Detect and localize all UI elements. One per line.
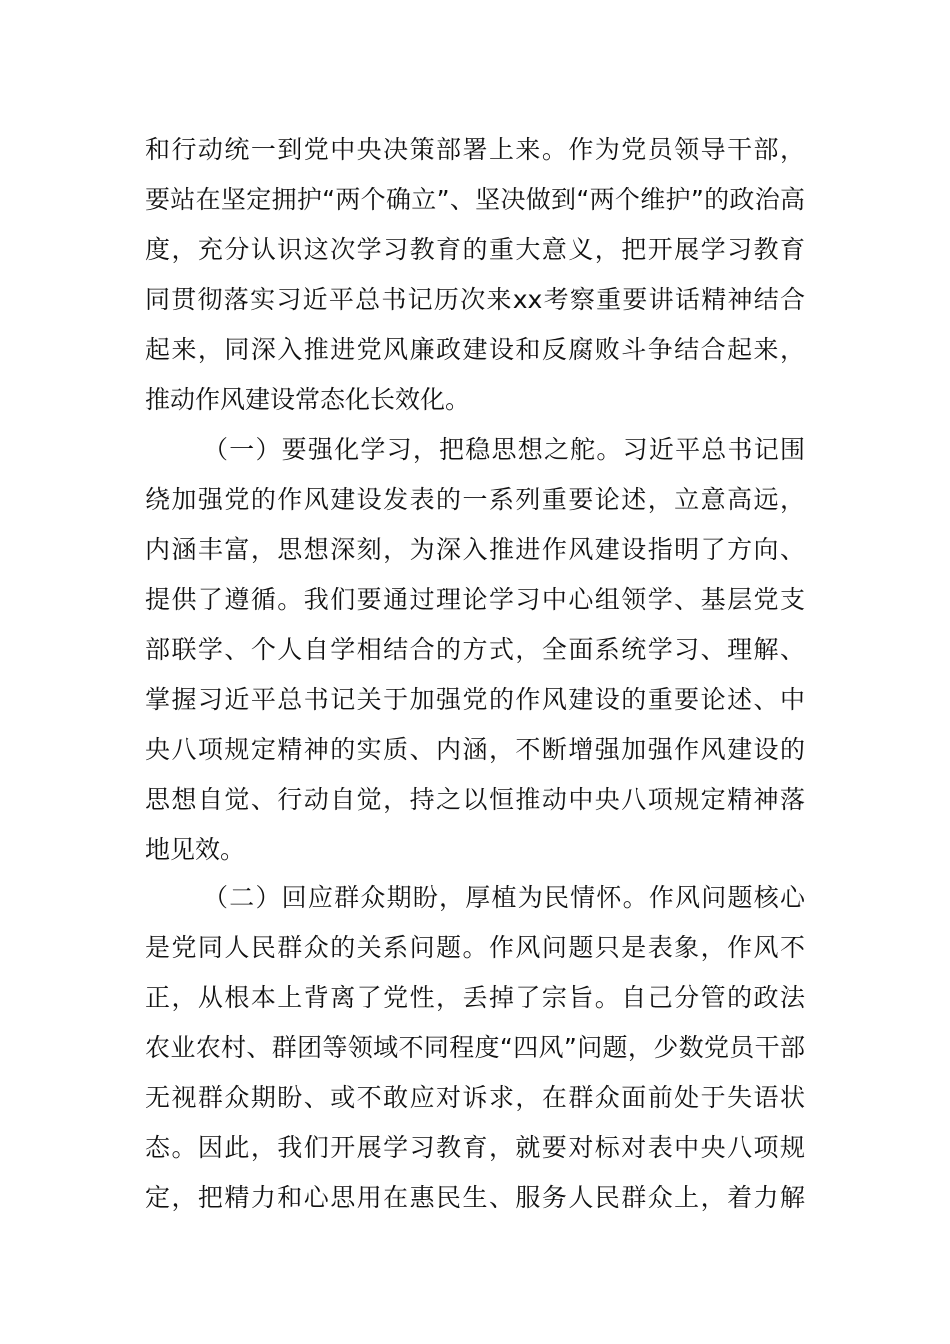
- text-line: （二）回应群众期盼，厚植为民情怀。作风问题核心: [203, 883, 805, 912]
- text-line: 思想自觉、行动自觉，持之以恒推动中央八项规定精神落: [145, 785, 805, 814]
- text-line: 农业农村、群团等领域不同程度“四风”问题，少数党员干部: [145, 1033, 805, 1062]
- text-line: 同贯彻落实习近平总书记历次来xx考察重要讲话精神结合: [145, 285, 805, 314]
- text-line: 提供了遵循。我们要通过理论学习中心组领学、基层党支: [145, 585, 805, 614]
- text-line: 是党同人民群众的关系问题。作风问题只是表象，作风不: [145, 933, 805, 962]
- text-line: 定，把精力和心思用在惠民生、服务人民群众上，着力解: [145, 1183, 805, 1212]
- text-line: 央八项规定精神的实质、内涵，不断增强加强作风建设的: [145, 735, 805, 764]
- text-line: 无视群众期盼、或不敢应对诉求，在群众面前处于失语状: [145, 1083, 805, 1112]
- text-line: 部联学、个人自学相结合的方式，全面系统学习、理解、: [145, 635, 805, 664]
- text-line: 正，从根本上背离了党性，丢掉了宗旨。自己分管的政法: [145, 983, 805, 1012]
- text-line: 推动作风建设常态化长效化。: [145, 385, 471, 414]
- text-line: 掌握习近平总书记关于加强党的作风建设的重要论述、中: [145, 685, 805, 714]
- text-line: 度，充分认识这次学习教育的重大意义，把开展学习教育: [145, 235, 805, 264]
- text-line: 内涵丰富，思想深刻，为深入推进作风建设指明了方向、: [145, 535, 805, 564]
- text-line: 态。因此，我们开展学习教育，就要对标对表中央八项规: [145, 1133, 805, 1162]
- text-line: 起来，同深入推进党风廉政建设和反腐败斗争结合起来，: [145, 335, 805, 364]
- text-line: （一）要强化学习，把稳思想之舵。习近平总书记围: [203, 435, 805, 464]
- text-line: 要站在坚定拥护“两个确立”、坚决做到“两个维护”的政治高: [145, 185, 805, 214]
- text-line: 地见效。: [145, 835, 246, 864]
- text-line: 绕加强党的作风建设发表的一系列重要论述，立意高远，: [145, 485, 805, 514]
- text-line: 和行动统一到党中央决策部署上来。作为党员领导干部，: [145, 135, 805, 164]
